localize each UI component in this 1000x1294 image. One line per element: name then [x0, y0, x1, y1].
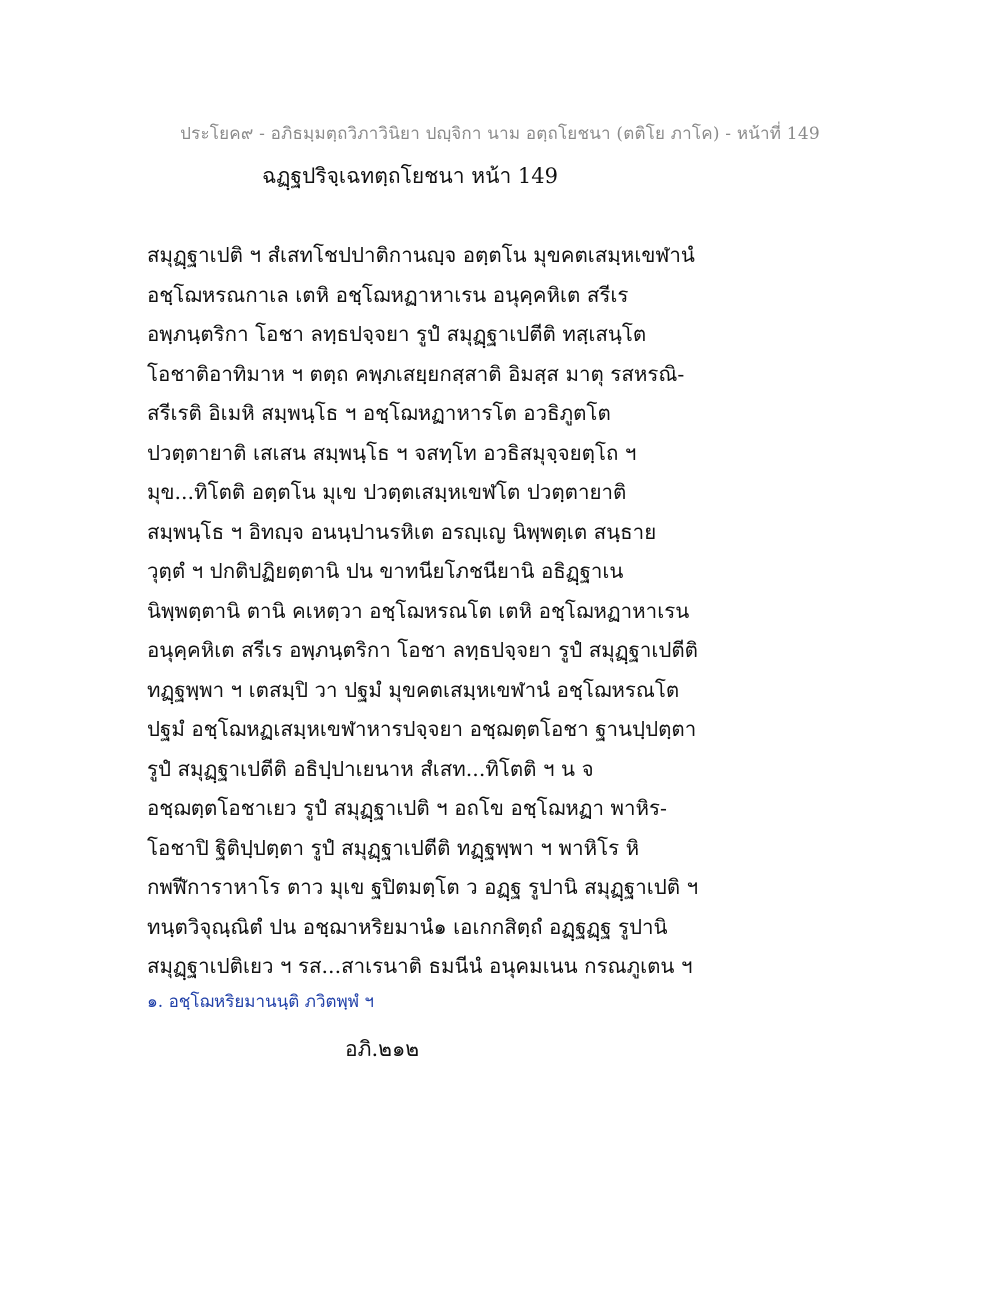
text-line: สมฺพนฺโธ ฯ อิทญฺจ อนนฺปานรหิเต อรญฺเญ นิพฺพตฺเต สนฺธาย	[147, 519, 657, 544]
text-line: ปวตฺตายาติ เสเสน สมฺพนฺโธ ฯ จสทฺโท อวธิสมุจฺจยตฺโถ ฯ	[147, 440, 637, 465]
text-line: ปฐมํ อชฺโฌหฏเสมฺหเขฬาหารปจฺจยา อชฺฌตฺตโอชา ฐานปฺปตฺตา	[147, 717, 697, 741]
text-line: โอชาติอาทิมาห ฯ ตตฺถ คพฺภเสยฺยกสฺสาติ อิมสฺส มาตุ รสหรณิ-	[147, 361, 685, 386]
text-line: รูปํ สมุฏฺฐาเปตีติ อธิปฺปาเยนาห สํเสท...ทิโตติ ฯ น จ	[147, 756, 594, 781]
page-title: ฉฏฺฐปริจฺเฉทตฺถโยชนา หน้า 149	[262, 164, 558, 188]
text-line: อชฺโฌหรณกาเล เตหิ อชฺโฌหฏาหาเรน อนุคฺคหิเต สรีเร	[147, 282, 629, 307]
text-line: ทฏฺฐพฺพา ฯ เตสมฺปิ วา ปฐมํ มุขคตเสมฺหเขฬานํ อชฺโฌหรณโต	[147, 677, 680, 702]
text-line: กพฬีการาหาโร ตาว มุเข ฐปิตมตฺโต ว อฏฺฐ รูปานิ สมุฏฺฐาเปติ ฯ	[147, 875, 699, 899]
running-header: ประโยค๙ - อภิธมฺมตฺถวิภาวินิยา ปญฺจิกา นาม อตฺถโยชนา (ตติโย ภาโค) - หน้าที่ 149	[180, 124, 820, 144]
text-line: วุตฺตํ ฯ ปกติปฏิยตฺตานิ ปน ขาทนียโภชนียานิ อธิฏฺฐาเน	[147, 559, 624, 583]
page-reference: อภิ.๒๑๒	[345, 1037, 420, 1061]
text-line: มุข...ทิโตติ อตฺตโน มุเข ปวตฺตเสมฺหเขฬโต ปวตฺตายาติ	[147, 480, 627, 504]
text-line: ทนฺตวิจุณฺณิตํ ปน อชฺฌาหริยมานํ๑ เอเกกสิตฺถํ อฏฺฐฏฺฐ รูปานิ	[147, 914, 668, 939]
text-line: อพฺภนฺตริกา โอชา ลทฺธปจฺจยา รูปํ สมุฏฺฐาเปตีติ ทสฺเสนฺโต	[147, 322, 647, 346]
body-text	[147, 236, 707, 987]
text-line: อนุคฺคหิเต สรีเร อพฺภนฺตริกา โอชา ลทฺธปจฺจยา รูปํ สมุฏฺฐาเปตีติ	[147, 638, 698, 662]
text-line: นิพฺพตฺตานิ ตานิ คเหตฺวา อชฺโฌหรณโต เตหิ อชฺโฌหฏาหาเรน	[147, 598, 690, 623]
text-line: สมุฏฺฐาเปติเยว ฯ รส...สาเรนาติ ธมนีนํ อนุคมเนน กรณภูเตน ฯ	[147, 954, 693, 978]
text-line: สรีเรติ อิเมหิ สมฺพนฺโธ ฯ อชฺโฌหฏาหารโต อวธิภูตโต	[147, 401, 611, 425]
text-line: สมุฏฺฐาเปติ ฯ สํเสทโชปปาติกานญฺจ อตฺตโน มุขคตเสมฺหเขฬานํ	[147, 243, 695, 267]
text-line: อชฺฌตฺตโอชาเยว รูปํ สมุฏฺฐาเปติ ฯ อถโข อชฺโฌหฏา พาหิร-	[147, 796, 667, 820]
text-line: โอชาปิ ฐิติปฺปตฺตา รูปํ สมุฏฺฐาเปตีติ ทฏฺฐพฺพา ฯ พาหิโร หิ	[147, 835, 640, 860]
footnote: ๑. อชฺโฌหริยมานนฺติ ภวิตพฺพํ ฯ	[147, 992, 374, 1012]
